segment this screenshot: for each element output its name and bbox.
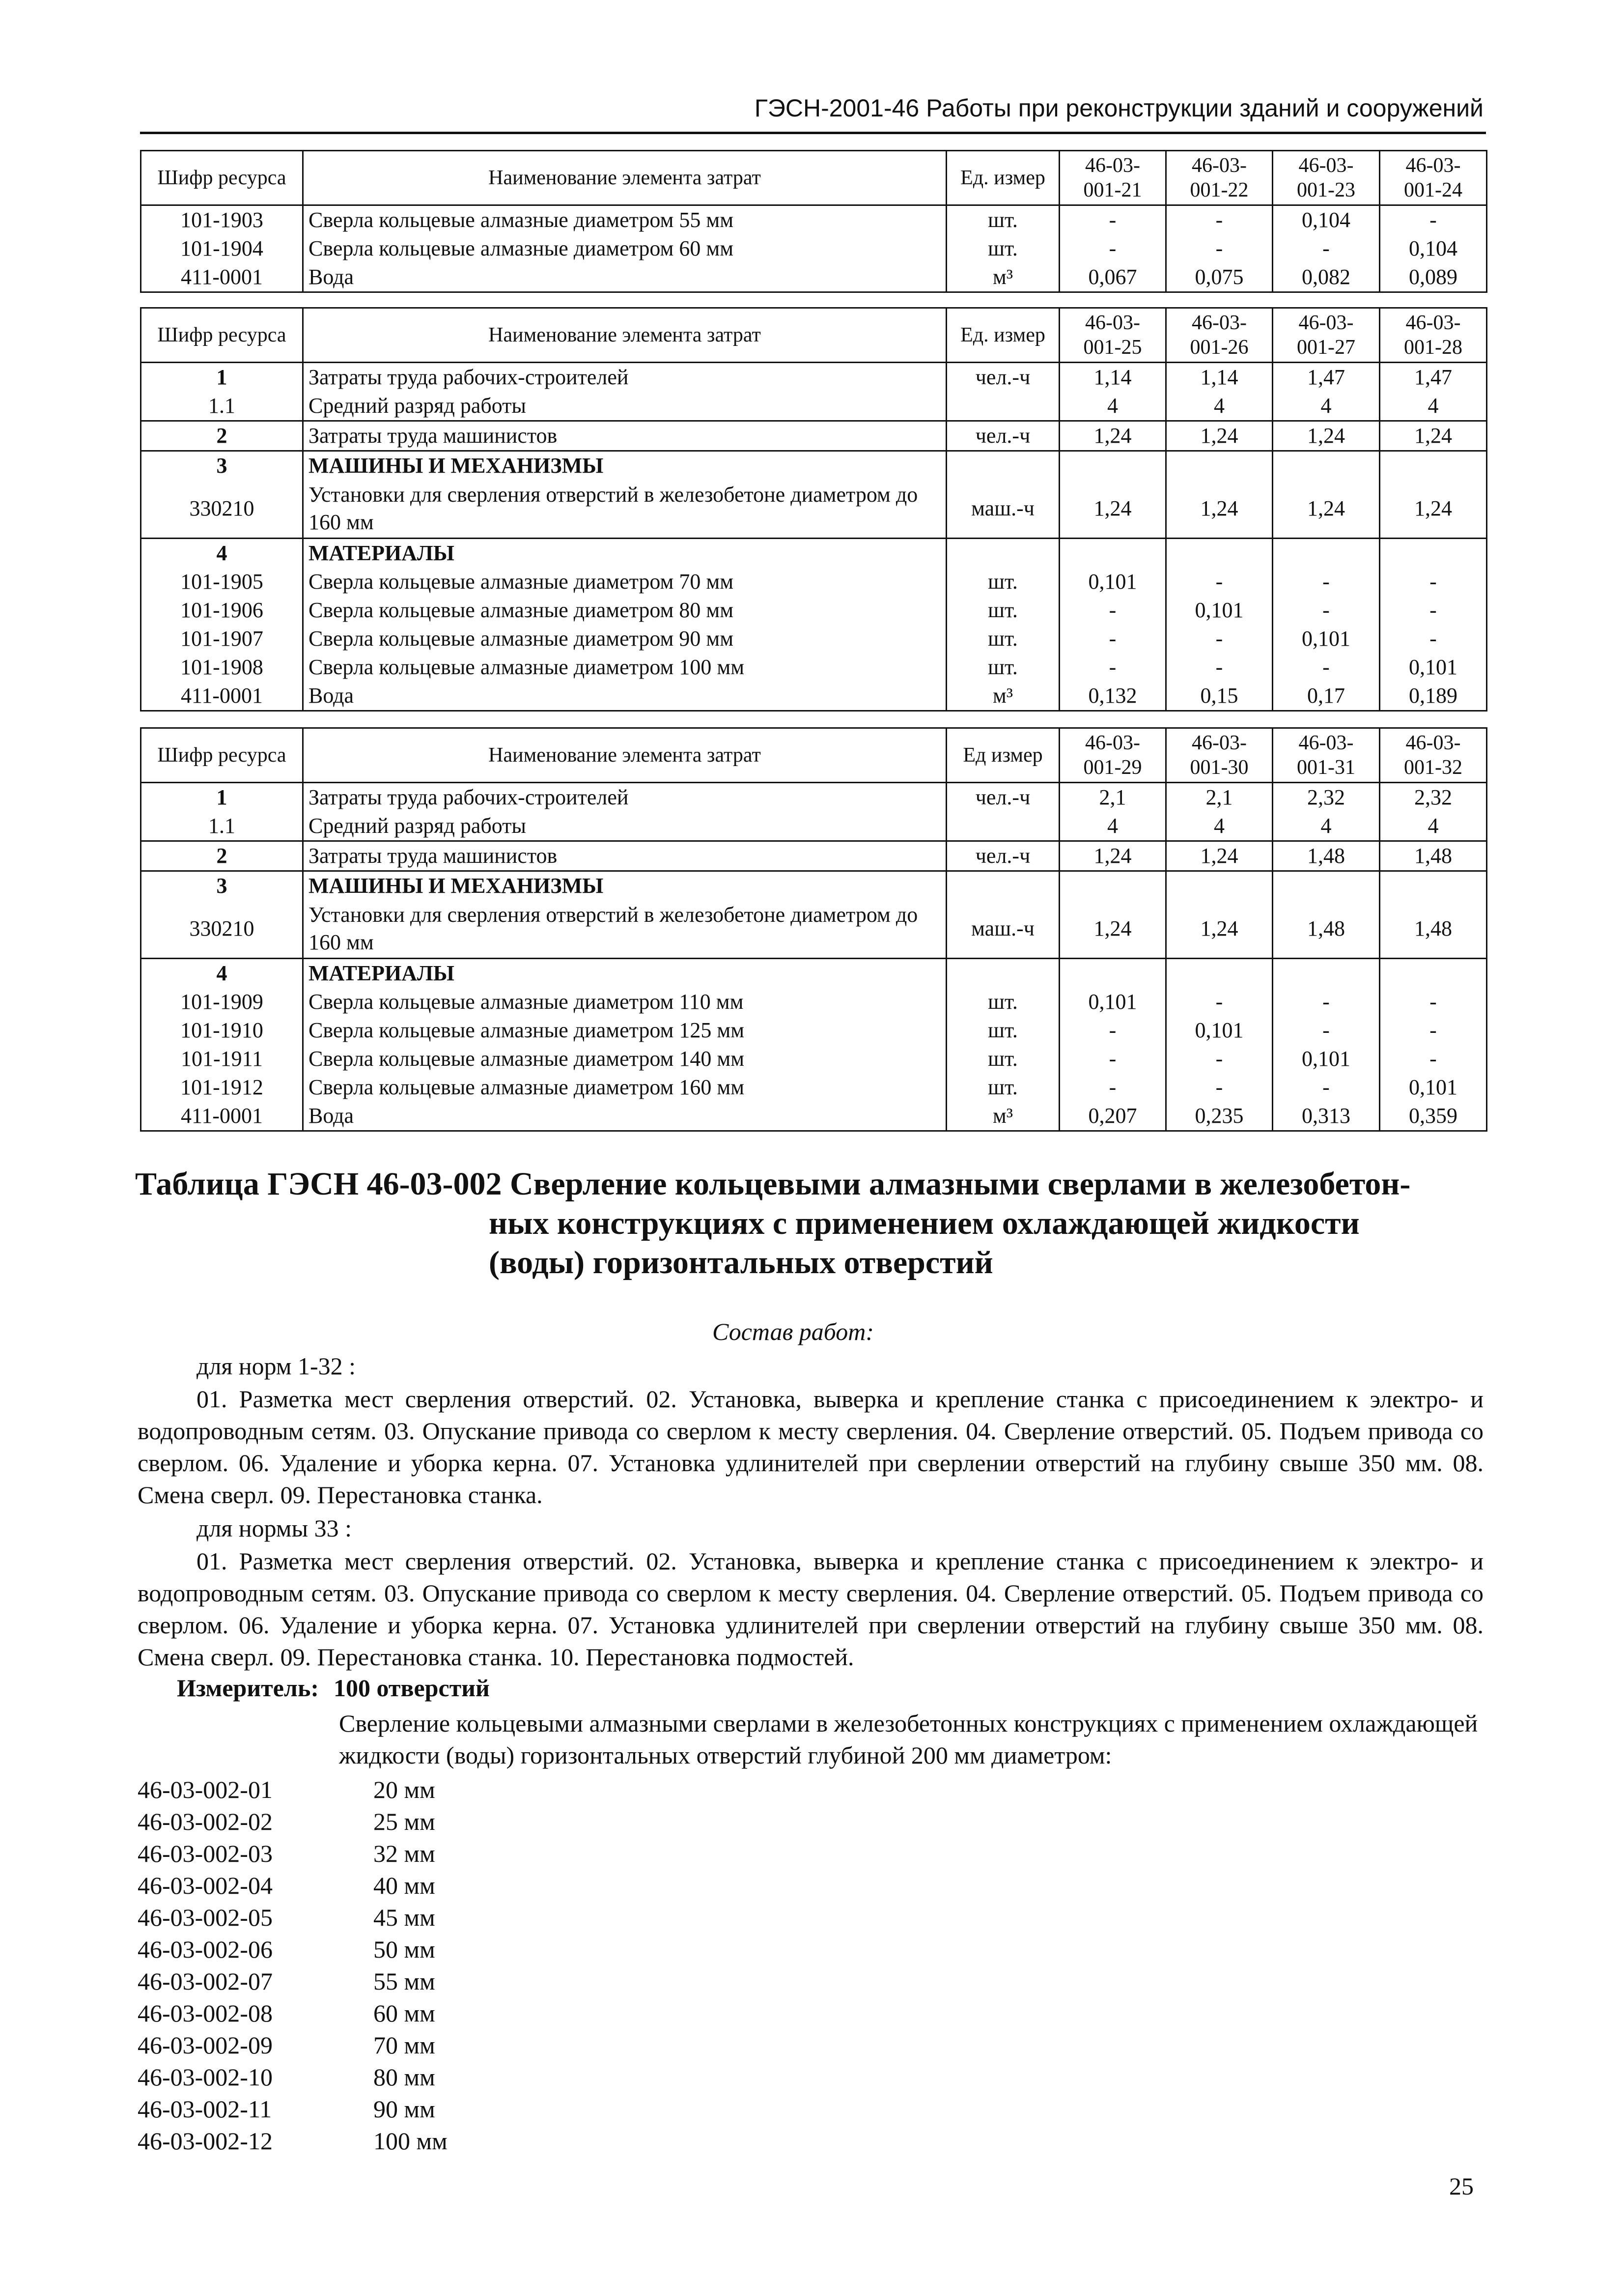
table-row — [141, 682, 1487, 711]
value: 1,24 — [1166, 900, 1273, 958]
table-row — [141, 421, 1487, 451]
table-row — [141, 392, 1487, 421]
col-header-name: Наименование элемента затрат — [303, 728, 947, 783]
meter-line — [177, 1673, 490, 1703]
header-rule — [140, 132, 1486, 134]
value: 0,089 — [1380, 263, 1487, 292]
list-item — [138, 2029, 448, 2061]
value: - — [1380, 988, 1487, 1016]
list-item — [138, 1997, 448, 2029]
unit: шт. — [947, 596, 1060, 625]
col-header-norm: 46-03- 001-25 — [1060, 308, 1166, 363]
value: 1,24 — [1166, 421, 1273, 451]
cost-item-name: Установки для сверления отверстий в железобетоне диаметром до 160 мм — [303, 480, 947, 538]
table-row — [141, 625, 1487, 653]
col-header-code: Шифр ресурса — [141, 728, 303, 783]
norm-size: 80 мм — [373, 2063, 435, 2091]
running-header: ГЭСН-2001-46 Работы при реконструкции зданий и сооружений — [754, 94, 1484, 122]
value: 0,359 — [1380, 1102, 1487, 1131]
table-row — [141, 988, 1487, 1016]
value: - — [1166, 1073, 1273, 1102]
norm-code: 46-03-002-12 — [138, 2127, 273, 2155]
value: 0,101 — [1380, 653, 1487, 682]
norm-code: 46-03-002-10 — [138, 2063, 273, 2091]
resource-code: 101-1911 — [141, 1045, 303, 1073]
unit: шт. — [947, 568, 1060, 596]
value: - — [1060, 234, 1166, 263]
cost-item-name: Средний разряд работы — [303, 812, 947, 841]
value: - — [1273, 988, 1380, 1016]
value: 1,24 — [1273, 421, 1380, 451]
col-header-name: Наименование элемента затрат — [303, 151, 947, 205]
cost-item-name: Сверла кольцевые алмазные диаметром 80 мм — [303, 596, 947, 625]
value: 0,189 — [1380, 682, 1487, 711]
norm-table-2 — [140, 307, 1487, 712]
resource-code: 101-1912 — [141, 1073, 303, 1102]
norms-scope-label: для нормы 33 : — [196, 1514, 352, 1542]
value: 2,32 — [1273, 783, 1380, 812]
section-title: МАТЕРИАЛЫ — [303, 958, 947, 988]
table-title-line: Таблица ГЭСН 46-03-002 Сверление кольцевыми алмазными сверлами в железобетон- — [135, 1166, 1411, 1202]
value: - — [1166, 988, 1273, 1016]
norm-description: Сверление кольцевыми алмазными сверлами в железобетонных конструкциях с применением охлаждающей жидкости (воды) горизонтальных отверстий глубиной 200 мм диаметром: — [339, 1709, 1478, 1769]
resource-code: 1.1 — [141, 392, 303, 421]
table-title-line: (воды) горизонтальных отверстий — [489, 1245, 993, 1281]
value: - — [1380, 625, 1487, 653]
value: 0,235 — [1166, 1102, 1273, 1131]
resource-code: 411-0001 — [141, 263, 303, 292]
list-item — [138, 1838, 448, 1870]
table-row — [141, 783, 1487, 812]
resource-code: 330210 — [141, 900, 303, 958]
meter-value: 100 отверстий — [334, 1674, 490, 1702]
unit: маш.-ч — [947, 480, 1060, 538]
norm-code: 46-03-002-07 — [138, 1967, 273, 1995]
norm-size: 40 мм — [373, 1872, 435, 1899]
table-title-line: ных конструкциях с применением охлаждающей жидкости — [489, 1205, 1360, 1241]
table-row — [141, 1073, 1487, 1102]
section-number: 3 — [141, 871, 303, 901]
col-header-norm: 46-03- 001-21 — [1060, 151, 1166, 205]
value: 4 — [1060, 392, 1166, 421]
value: 1,24 — [1060, 900, 1166, 958]
resource-code: 411-0001 — [141, 682, 303, 711]
value: 0,101 — [1273, 625, 1380, 653]
norm-table-3 — [140, 727, 1487, 1132]
resource-code: 1.1 — [141, 812, 303, 841]
value: 0,15 — [1166, 682, 1273, 711]
value: 0,101 — [1166, 596, 1273, 625]
value: 1,14 — [1060, 363, 1166, 392]
unit — [947, 392, 1060, 421]
value: 0,101 — [1380, 1073, 1487, 1102]
value: - — [1166, 568, 1273, 596]
norm-code-list — [138, 1774, 448, 2157]
list-item — [138, 1870, 448, 1902]
cost-item-name: Затраты труда машинистов — [303, 421, 947, 451]
resource-code: 101-1908 — [141, 653, 303, 682]
value: - — [1166, 653, 1273, 682]
value: 0,132 — [1060, 682, 1166, 711]
list-item — [138, 1966, 448, 1997]
unit: шт. — [947, 1073, 1060, 1102]
value: - — [1380, 1045, 1487, 1073]
section-row — [141, 958, 1487, 988]
value: - — [1060, 205, 1166, 235]
norm-size: 20 мм — [373, 1776, 435, 1803]
value: 1,24 — [1273, 480, 1380, 538]
value: 0,104 — [1273, 205, 1380, 235]
list-item — [138, 1774, 448, 1806]
value: 1,47 — [1380, 363, 1487, 392]
col-header-code: Шифр ресурса — [141, 151, 303, 205]
col-header-unit: Ед. измер — [947, 151, 1060, 205]
cost-item-name: Сверла кольцевые алмазные диаметром 125 мм — [303, 1016, 947, 1045]
value: - — [1273, 568, 1380, 596]
cost-item-name: Вода — [303, 682, 947, 711]
value: 4 — [1380, 812, 1487, 841]
col-header-unit: Ед измер — [947, 728, 1060, 783]
value: 1,14 — [1166, 363, 1273, 392]
norm-code: 46-03-002-06 — [138, 1936, 273, 1963]
value: - — [1166, 234, 1273, 263]
unit: чел.-ч — [947, 363, 1060, 392]
norm-code: 46-03-002-01 — [138, 1776, 273, 1803]
value: - — [1060, 625, 1166, 653]
unit: маш.-ч — [947, 900, 1060, 958]
table-row — [141, 205, 1487, 235]
value: 1,48 — [1273, 841, 1380, 871]
cost-item-name: Сверла кольцевые алмазные диаметром 110 мм — [303, 988, 947, 1016]
value: 1,24 — [1060, 480, 1166, 538]
value: 0,101 — [1060, 568, 1166, 596]
section-row — [141, 538, 1487, 568]
section-number: 4 — [141, 958, 303, 988]
value: - — [1166, 1045, 1273, 1073]
norm-code: 46-03-002-03 — [138, 1840, 273, 1867]
table-row — [141, 480, 1487, 538]
table-row — [141, 596, 1487, 625]
value: - — [1273, 596, 1380, 625]
unit: шт. — [947, 625, 1060, 653]
value: 1,24 — [1060, 421, 1166, 451]
cost-item-name: Сверла кольцевые алмазные диаметром 55 мм — [303, 205, 947, 235]
value: - — [1060, 1016, 1166, 1045]
norm-size: 32 мм — [373, 1840, 435, 1867]
unit: чел.-ч — [947, 421, 1060, 451]
unit: шт. — [947, 1016, 1060, 1045]
resource-code: 330210 — [141, 480, 303, 538]
value: 4 — [1166, 812, 1273, 841]
resource-code: 101-1903 — [141, 205, 303, 235]
cost-item-name: Вода — [303, 1102, 947, 1131]
value: 1,24 — [1166, 480, 1273, 538]
list-item — [138, 2093, 448, 2125]
col-header-norm: 46-03- 001-28 — [1380, 308, 1487, 363]
cost-item-name: Затраты труда рабочих-строителей — [303, 783, 947, 812]
unit: чел.-ч — [947, 783, 1060, 812]
value: - — [1380, 1016, 1487, 1045]
resource-code: 411-0001 — [141, 1102, 303, 1131]
cost-item-name: Сверла кольцевые алмазные диаметром 140 мм — [303, 1045, 947, 1073]
col-header-norm: 46-03- 001-24 — [1380, 151, 1487, 205]
value: 4 — [1060, 812, 1166, 841]
paragraph-text: 01. Разметка мест сверления отверстий. 02. Установка, выверка и крепление станка с присоединением к электро- и водопроводным сетям. 03. Опускание привода со сверлом к месту сверления. 04. Сверление отверстий. 05. Подъем привода со сверлом. 06. Удаление и уборка керна. 07. Установка удлинителей при сверлении отверстий на глубину свыше 350 мм. 08. Смена сверл. 09. Перестановка станка. 10. Перестановка подмостей. — [138, 1547, 1484, 1671]
composition-heading: Состав работ: — [712, 1318, 874, 1345]
value: 0,207 — [1060, 1102, 1166, 1131]
value: 2,32 — [1380, 783, 1487, 812]
work-composition-paragraph — [138, 1545, 1484, 1673]
resource-code: 101-1909 — [141, 988, 303, 1016]
norm-size: 50 мм — [373, 1936, 435, 1963]
resource-code: 101-1907 — [141, 625, 303, 653]
value: 0,101 — [1166, 1016, 1273, 1045]
section-title: МАШИНЫ И МЕХАНИЗМЫ — [303, 871, 947, 901]
work-composition-paragraph — [138, 1383, 1484, 1511]
value: 0,075 — [1166, 263, 1273, 292]
norms-scope-label: для норм 1-32 : — [196, 1352, 356, 1380]
resource-code: 101-1910 — [141, 1016, 303, 1045]
value: - — [1166, 205, 1273, 235]
norm-code: 46-03-002-05 — [138, 1904, 273, 1931]
norm-code: 46-03-002-08 — [138, 1999, 273, 2027]
value: 0,101 — [1060, 988, 1166, 1016]
unit: шт. — [947, 653, 1060, 682]
value: 1,24 — [1380, 421, 1487, 451]
value: 2,1 — [1166, 783, 1273, 812]
resource-code: 101-1905 — [141, 568, 303, 596]
norm-table-1 — [140, 150, 1487, 293]
norm-size: 45 мм — [373, 1904, 435, 1931]
cost-item-name: Вода — [303, 263, 947, 292]
list-item — [138, 1902, 448, 1934]
section-number: 3 — [141, 451, 303, 481]
value: 0,313 — [1273, 1102, 1380, 1131]
resource-code: 1 — [141, 363, 303, 392]
value: 4 — [1166, 392, 1273, 421]
col-header-norm: 46-03- 001-29 — [1060, 728, 1166, 783]
value: 2,1 — [1060, 783, 1166, 812]
value: 1,24 — [1166, 841, 1273, 871]
cost-item-name: Сверла кольцевые алмазные диаметром 90 мм — [303, 625, 947, 653]
resource-code: 101-1906 — [141, 596, 303, 625]
norm-size: 55 мм — [373, 1967, 435, 1995]
resource-code: 1 — [141, 783, 303, 812]
col-header-name: Наименование элемента затрат — [303, 308, 947, 363]
unit — [947, 812, 1060, 841]
norm-size: 60 мм — [373, 1999, 435, 2027]
table-row — [141, 568, 1487, 596]
list-item — [138, 1934, 448, 1966]
value: 4 — [1273, 812, 1380, 841]
table-row — [141, 1016, 1487, 1045]
resource-code: 2 — [141, 841, 303, 871]
table-row — [141, 234, 1487, 263]
value: - — [1273, 653, 1380, 682]
meter-label: Измеритель: — [177, 1674, 319, 1702]
col-header-norm: 46-03- 001-27 — [1273, 308, 1380, 363]
value: 1,48 — [1273, 900, 1380, 958]
value: 0,101 — [1273, 1045, 1380, 1073]
value: - — [1380, 568, 1487, 596]
value: 1,24 — [1060, 841, 1166, 871]
value: - — [1060, 653, 1166, 682]
table-row — [141, 653, 1487, 682]
section-title: МАТЕРИАЛЫ — [303, 538, 947, 568]
norm-size: 70 мм — [373, 2031, 435, 2059]
cost-item-name: Затраты труда рабочих-строителей — [303, 363, 947, 392]
norm-size: 25 мм — [373, 1808, 435, 1835]
value: - — [1060, 1045, 1166, 1073]
resource-code: 2 — [141, 421, 303, 451]
value: 1,48 — [1380, 900, 1487, 958]
table-row — [141, 841, 1487, 871]
table-row — [141, 812, 1487, 841]
cost-item-name: Сверла кольцевые алмазные диаметром 70 мм — [303, 568, 947, 596]
value: 0,104 — [1380, 234, 1487, 263]
norm-size: 90 мм — [373, 2095, 435, 2123]
list-item — [138, 2125, 448, 2157]
value: 4 — [1273, 392, 1380, 421]
value: - — [1060, 596, 1166, 625]
table-row — [141, 900, 1487, 958]
value: - — [1166, 625, 1273, 653]
table-row — [141, 1045, 1487, 1073]
unit: м³ — [947, 1102, 1060, 1131]
norm-size: 100 мм — [373, 2127, 448, 2155]
col-header-norm: 46-03- 001-26 — [1166, 308, 1273, 363]
col-header-norm: 46-03- 001-31 — [1273, 728, 1380, 783]
col-header-norm: 46-03- 001-32 — [1380, 728, 1487, 783]
table-row — [141, 1102, 1487, 1131]
norm-code: 46-03-002-02 — [138, 1808, 273, 1835]
table-row — [141, 363, 1487, 392]
value: 0,17 — [1273, 682, 1380, 711]
unit: шт. — [947, 988, 1060, 1016]
value: - — [1380, 205, 1487, 235]
value: - — [1060, 1073, 1166, 1102]
value: - — [1273, 1016, 1380, 1045]
paragraph-text: 01. Разметка мест сверления отверстий. 02. Установка, выверка и крепление станка с присоединением к электро- и водопроводным сетям. 03. Опускание привода со сверлом к месту сверления. 04. Сверление отверстий. 05. Подъем привода со сверлом. 06. Удаление и уборка керна. 07. Установка удлинителей при сверлении отверстий на глубину свыше 350 мм. 08. Смена сверл. 09. Перестановка станка. — [138, 1385, 1484, 1509]
value: - — [1273, 1073, 1380, 1102]
section-row — [141, 871, 1487, 901]
list-item — [138, 1806, 448, 1838]
col-header-norm: 46-03- 001-22 — [1166, 151, 1273, 205]
cost-item-name: Средний разряд работы — [303, 392, 947, 421]
value: - — [1380, 596, 1487, 625]
section-title: МАШИНЫ И МЕХАНИЗМЫ — [303, 451, 947, 481]
unit: шт. — [947, 205, 1060, 235]
table-row — [141, 263, 1487, 292]
value: 0,082 — [1273, 263, 1380, 292]
norm-code: 46-03-002-09 — [138, 2031, 273, 2059]
list-item — [138, 2061, 448, 2093]
section-number: 4 — [141, 538, 303, 568]
value: - — [1273, 234, 1380, 263]
col-header-norm: 46-03- 001-23 — [1273, 151, 1380, 205]
cost-item-name: Сверла кольцевые алмазные диаметром 100 мм — [303, 653, 947, 682]
value: 1,24 — [1380, 480, 1487, 538]
value: 1,47 — [1273, 363, 1380, 392]
col-header-unit: Ед. измер — [947, 308, 1060, 363]
page-number: 25 — [1449, 2172, 1474, 2200]
value: 1,48 — [1380, 841, 1487, 871]
resource-code: 101-1904 — [141, 234, 303, 263]
unit: м³ — [947, 263, 1060, 292]
unit: чел.-ч — [947, 841, 1060, 871]
unit: м³ — [947, 682, 1060, 711]
norm-code: 46-03-002-04 — [138, 1872, 273, 1899]
unit: шт. — [947, 234, 1060, 263]
cost-item-name: Сверла кольцевые алмазные диаметром 60 мм — [303, 234, 947, 263]
col-header-code: Шифр ресурса — [141, 308, 303, 363]
cost-item-name: Затраты труда машинистов — [303, 841, 947, 871]
section-row — [141, 451, 1487, 481]
cost-item-name: Установки для сверления отверстий в железобетоне диаметром до 160 мм — [303, 900, 947, 958]
cost-item-name: Сверла кольцевые алмазные диаметром 160 мм — [303, 1073, 947, 1102]
value: 0,067 — [1060, 263, 1166, 292]
norm-code: 46-03-002-11 — [138, 2095, 272, 2123]
value: 4 — [1380, 392, 1487, 421]
col-header-norm: 46-03- 001-30 — [1166, 728, 1273, 783]
unit: шт. — [947, 1045, 1060, 1073]
table-title — [135, 1165, 1491, 1282]
